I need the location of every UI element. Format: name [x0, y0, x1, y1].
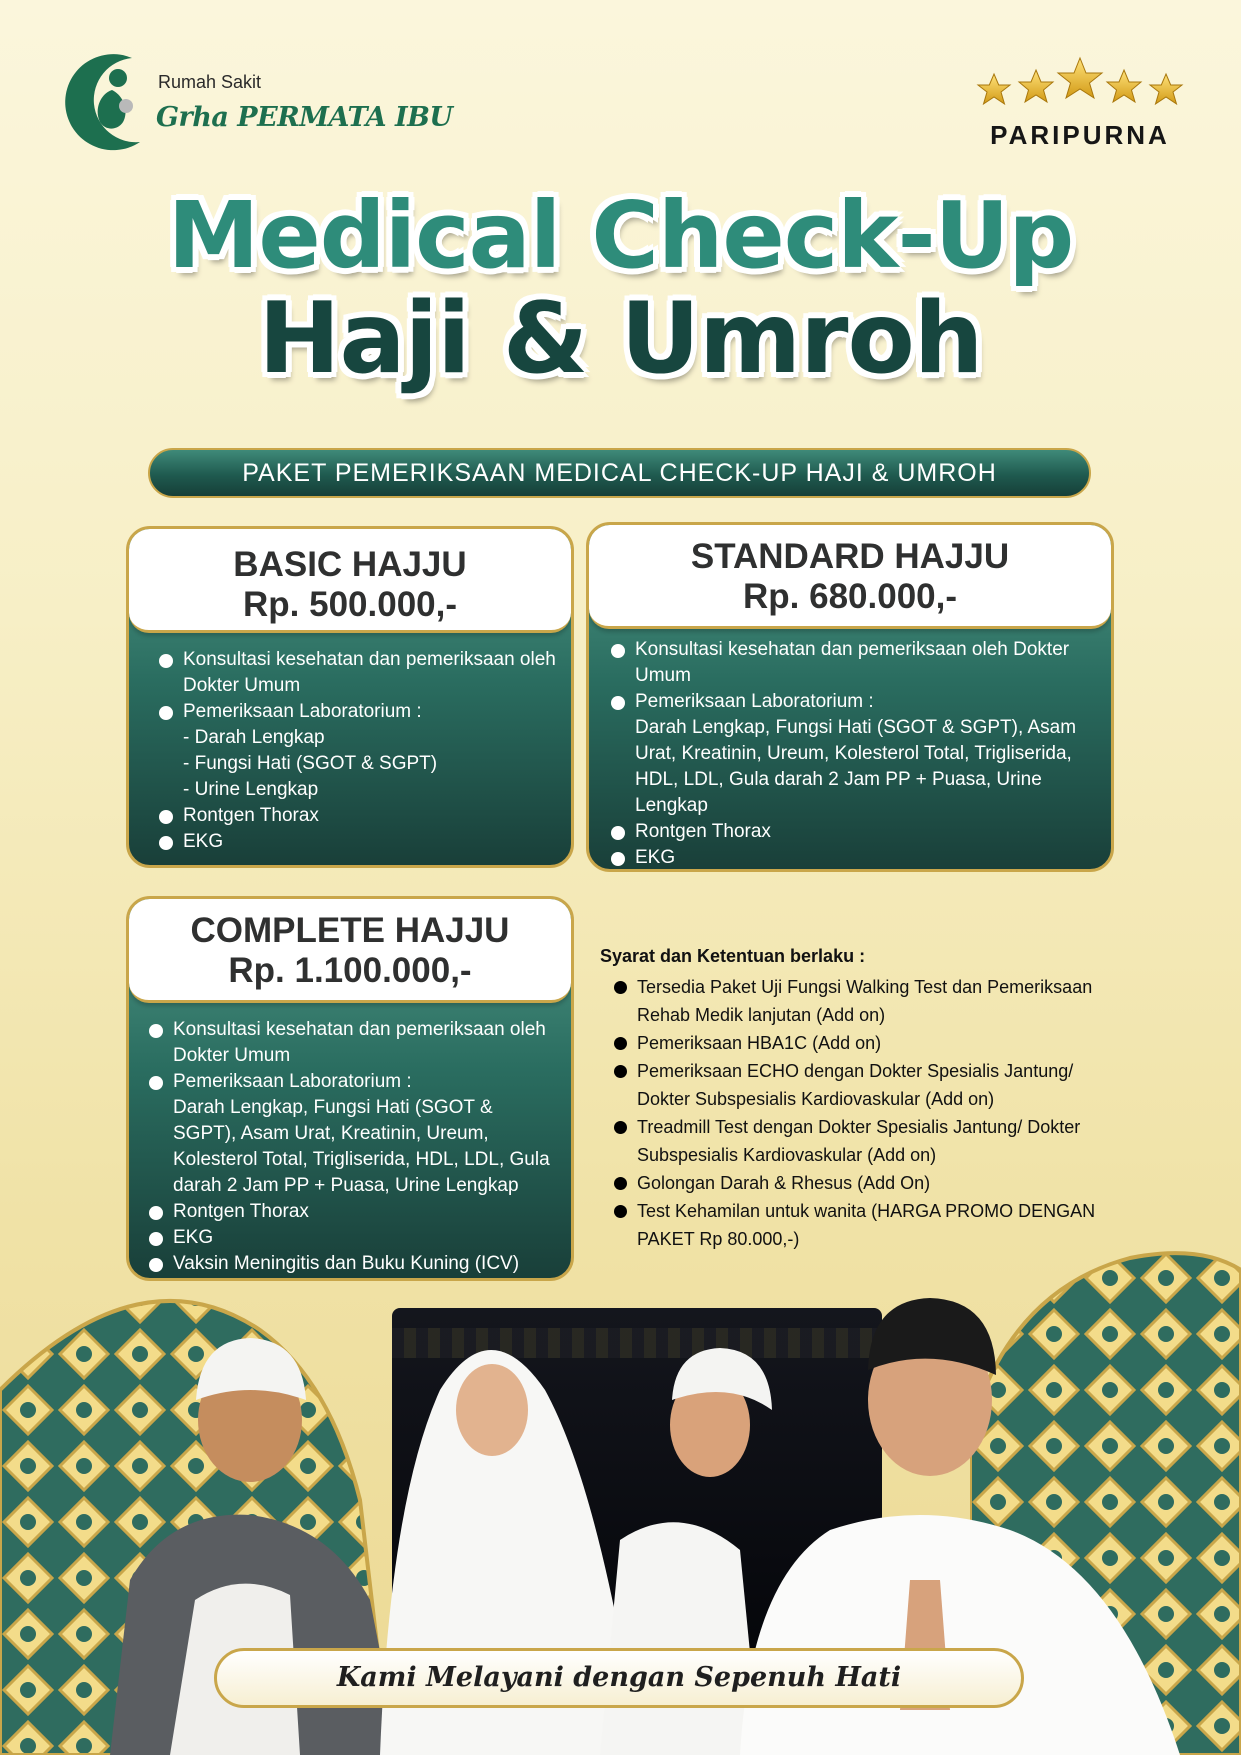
- list-item: EKG: [147, 1225, 561, 1251]
- accreditation-badge: [974, 54, 1186, 154]
- list-item: - Darah Lengkap: [183, 727, 325, 748]
- list-item: EKG: [157, 829, 559, 855]
- terms-item: Treadmill Test dengan Dokter Spesialis Jantung/ Dokter Subspesialis Kardiovaskular (Add on): [600, 1113, 1120, 1169]
- package-complete-header: [129, 899, 571, 1003]
- logo-mark-icon: [54, 50, 154, 154]
- list-item: Pemeriksaan Laboratorium :: [157, 699, 559, 725]
- package-basic-header: [129, 529, 571, 633]
- package-basic[interactable]: [126, 526, 574, 868]
- package-price: Rp. 1.100.000,-: [228, 951, 472, 991]
- package-price: Rp. 500.000,-: [243, 585, 457, 625]
- list-item: Konsultasi kesehatan dan pemeriksaan oleh Dokter Umum: [609, 637, 1099, 689]
- terms-item: Pemeriksaan HBA1C (Add on): [600, 1029, 1120, 1057]
- list-item: EKG: [609, 845, 1099, 871]
- terms-title: Syarat dan Ketentuan berlaku :: [600, 946, 866, 966]
- logo-name: Grha PERMATA IBU: [156, 102, 453, 133]
- title-line-1: Medical Check-Up: [167, 182, 1074, 289]
- package-standard-header: [589, 525, 1111, 629]
- hospital-logo[interactable]: [54, 50, 474, 160]
- package-items: [609, 637, 1099, 871]
- stars-icon: [974, 54, 1186, 114]
- package-name: STANDARD HAJJU: [690, 537, 1010, 576]
- package-banner: PAKET PEMERIKSAAN MEDICAL CHECK-UP HAJI & UMROH: [148, 448, 1091, 498]
- list-item: Pemeriksaan Laboratorium :: [147, 1069, 561, 1095]
- title-line-2: Haji & Umroh: [258, 282, 983, 396]
- main-title: [60, 182, 1181, 396]
- list-item: Konsultasi kesehatan dan pemeriksaan oleh Dokter Umum: [147, 1017, 561, 1069]
- logo-subtitle: Rumah Sakit: [158, 72, 262, 92]
- list-item: - Fungsi Hati (SGOT & SGPT): [183, 753, 438, 774]
- terms-item: Pemeriksaan ECHO dengan Dokter Spesialis Jantung/ Dokter Subspesialis Kardiovaskular (Add on): [600, 1057, 1120, 1113]
- list-item: Vaksin Meningitis dan Buku Kuning (ICV): [147, 1251, 561, 1277]
- list-item: Darah Lengkap, Fungsi Hati (SGOT & SGPT), Asam Urat, Kreatinin, Ureum, Kolesterol Total, Trigliserida, HDL, LDL, Gula darah 2 Jam PP + Puasa, Urine Lengkap: [173, 1097, 550, 1196]
- terms-item: Tersedia Paket Uji Fungsi Walking Test dan Pemeriksaan Rehab Medik lanjutan (Add on): [600, 973, 1120, 1029]
- package-items: [147, 1017, 561, 1277]
- list-item: Pemeriksaan Laboratorium :: [609, 689, 1099, 715]
- terms-section: [600, 946, 1120, 1253]
- package-items: [157, 647, 559, 855]
- list-item: Konsultasi kesehatan dan pemeriksaan oleh Dokter Umum: [157, 647, 559, 699]
- terms-item: Test Kehamilan untuk wanita (HARGA PROMO DENGAN PAKET Rp 80.000,-): [600, 1197, 1120, 1253]
- package-price: Rp. 680.000,-: [743, 577, 957, 617]
- list-item: - Urine Lengkap: [183, 779, 319, 800]
- terms-item: Golongan Darah & Rhesus (Add On): [600, 1169, 1120, 1197]
- slogan-banner: Kami Melayani dengan Sepenuh Hati: [214, 1648, 1024, 1708]
- rating-label: PARIPURNA: [990, 120, 1170, 150]
- package-name: COMPLETE HAJJU: [190, 911, 510, 950]
- list-item: Darah Lengkap, Fungsi Hati (SGOT & SGPT), Asam Urat, Kreatinin, Ureum, Kolesterol Total, Trigliserida, HDL, LDL, Gula darah 2 Jam PP + Puasa, Urine Lengkap: [635, 717, 1077, 816]
- list-item: Rontgen Thorax: [609, 819, 1099, 845]
- list-item: Rontgen Thorax: [157, 803, 559, 829]
- list-item: Rontgen Thorax: [147, 1199, 561, 1225]
- terms-list: [600, 973, 1120, 1253]
- package-standard[interactable]: [586, 522, 1114, 872]
- package-complete[interactable]: [126, 896, 574, 1281]
- package-name: BASIC HAJJU: [233, 545, 467, 584]
